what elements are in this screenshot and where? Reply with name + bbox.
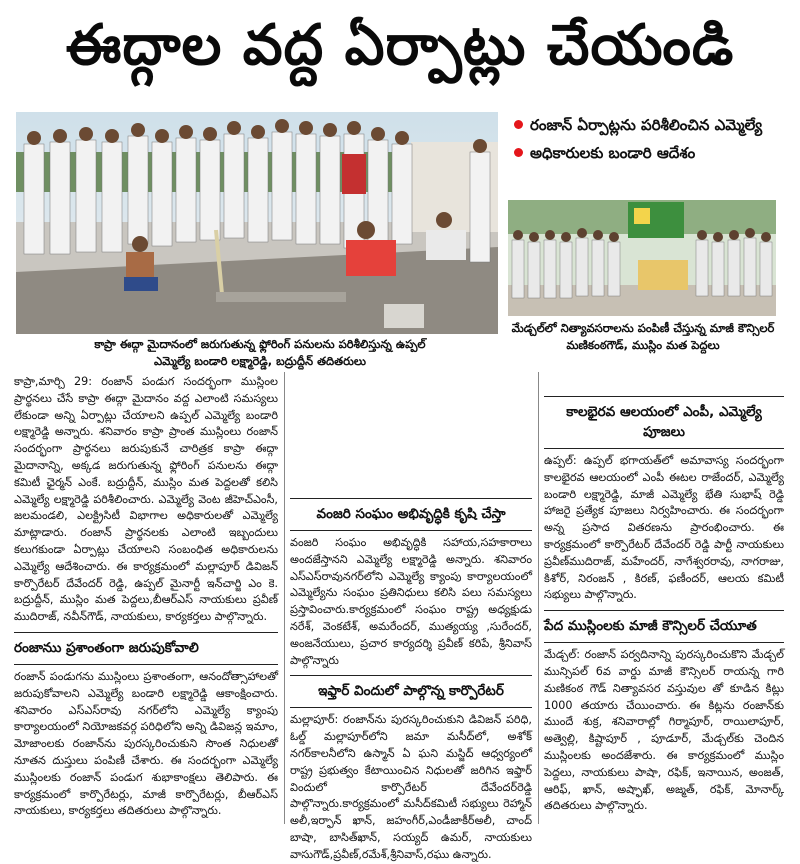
section-divider [290,675,532,676]
photo-left-caption: కాప్రా ఈద్గా మైదానంలో జరుగుతున్న ఫ్లోరింగ్ పనులను పరిశీలిస్తున్న ఉప్పల్ ఎమ్మెల్యే బండారి లక్ష్మారెడ్డి, బద్రుద్దీన్ తదితరులు [94,337,426,368]
highlight-item [514,114,794,136]
column-left [14,374,278,818]
article-main-paragraph-2-continued [290,374,532,492]
highlight-item [514,142,794,164]
column-right [544,374,784,837]
vanjari-heading: వంజరి సంఘం అభివృద్ధికి కృషి చేస్తా [316,506,506,522]
section-divider [544,448,784,449]
article-main-paragraph-1: కాప్రా,మార్చి 29: రంజాన్ పండుగ సందర్భంగా ముస్లింల ప్రార్థనలు చేసే కాప్రా ఈద్గా మైదానం వద్ద ఎలాంటి సమస్యలు లేకుండా అన్ని ఏర్పాట్లు చేయాలని ఉప్పల్ ఎమ్మెల్యే బండారి లక్ష్మారెడ్డి అన్నారు. శనివారం కాప్రా ప్రాంత ముస్లింలు రంజాన్ సందర్భంగా ప్రార్థనలు జరుపుకునే చారిత్రక కాప్రా ఈద్గా మైదానాన్ని, అక్కడ జరుగుతున్న ఫ్లోరింగ్ పనులను ఈద్గా కమిటీ ఛైర్మన్ ఎంకే. బద్రుద్దీన్, ముస్లిం మత పెద్దలతో కలిసి ఎమ్మెల్యే లక్ష్మారెడ్డి పరిశీలించారు. ఎమ్మెల్యే వెంట జీహెచ్ఎంసీ, జలమండలి, ఎలక్ట్రిసిటీ విభాగాల అధికారులతో ఎమ్మెల్యే మాట్లాడారు. రంజాన్ ప్రార్థనలకు ఎలాంటి ఇబ్బందులు కలుగకుండా ఏర్పాట్లు చేయాలని సంబంధిత అధికారులను ఎమ్మెల్యే ఆదేశించారు. ఈ కార్యక్రమంలో మల్లాపూర్ డివిజన్ కార్పొరేటర్ దేవేందర్ రెడ్డి, ఉప్పల్ మైనార్టీ ఇన్‌చార్జి ఎం కె. బద్రుద్దీన్, ముస్లిం మత పెద్దలు,బీఆర్ఎస్ నాయకులు ప్రవీణ్ ముదిరాజ్, నవీన్‌గౌడ్, నాయకులు, కార్యకర్తలు పాల్గొన్నారు. [14,375,278,624]
poor-body: మేడ్చల్: రంజాన్ పర్వదినాన్ని పురస్కరించుకొని మేడ్చల్ మున్సిపల్ 6వ వార్డు మాజీ కౌన్సిలర్ రాయన్న గారి మణికంఠ గౌడ్ నిత్యావసర వస్తువుల తో కూడిన కిట్లు 1000 తయారు చేయించారు. ఈ కిట్లను రంజాన్‌కు ముందే శుక్ర, శనివారాల్లో గిర్మాపూర్, రాయిలాపూర్, అత్వెల్లి, కిష్టాపూర్ , పూడూర్, మేడ్చల్‌కు చెందిన ముస్లింలకు అందజేశారు. ఈ కార్యక్రమంలో ముస్లిం పెద్దలు, నాయకులు పాషా, రఫిక్, ఇనాయిన, అంజత్, ఆరిఫ్, ఖాన్, అష్ఫాఖ్, అజ్మత్, రఫిక్, మోనార్క్ తదితరులు పాల్గొన్నారు. [544,648,784,813]
kala-heading: కాలభైరవ ఆలయంలో ఎంపీ, ఎమ్మెల్యే పూజలు [566,404,762,440]
article-main-subheading: రంజానుు ప్రశాంతంగా జరుపుకోవాలి [14,639,199,656]
section-divider [290,498,532,499]
photo-right-caption: మేడ్చల్‌లో నిత్యావసరాలను పంపిణీ చేస్తున్న మాజీ కౌన్సిలర్ మణికంఠగౌడ్, ముస్లిం మత పెద్దలు [511,321,775,352]
section-divider [14,632,278,633]
bullet-dot-icon [514,120,523,129]
iftar-body: మల్లాపూర్: రంజాన్‌ను పురస్కరించుకుని డివిజన్ పరిధి, ఓల్డ్ మల్లాపూర్‌లోని జమా మసీద్‌లో, అశోక్ నగర్‌కాలనీలోని ఉస్మాన్ ఏ ఘని మస్జిద్ ఆధ్వర్యంలో రాష్ట్ర ప్రభుత్వం కేటాయించిన నిధులతో జరిగిన ఇఫ్తార్ విందులో కార్పొరేటర్ దేవేందర్‌రెడ్డి పాల్గొన్నారు.కార్యక్రమంలో మసీద్‌కమిటీ సభ్యులు రెహ్మాన్ అలీ,ఇర్ఫాన్ ఖాన్, జహంగీర్,ఎండీజాకీర్‌అలీ, చాంద్ బాషా, బాసిత్‌ఖాన్, సయ్యద్ ఉమర్, నాయకులు వాసుగౌడ్,ప్రవీణ్,రమేశ్,శ్రీనివాస్,రఘు ఉన్నారు. [290,713,532,861]
iftar-heading: ఇఫ్తార్ విందులో పాల్గొన్న కార్పొరేటర్ [318,683,504,700]
section-divider [290,530,532,531]
column-middle [290,374,532,861]
section-divider [14,664,278,665]
kala-body: ఉప్పల్: ఉప్పల్ భగాయత్‌లో అమావాస్య సందర్భంగా కాలభైరవ ఆలయంలో ఎంపీ ఈటల రాజేందర్, ఎమ్మెల్యే బండారి లక్ష్మారెడ్డి, మాజీ ఎమ్మెల్యే భేతి సుభాష్ రెడ్డి హాజరై ప్రత్యేక పూజలు నిర్వహించారు. ఈ సందర్భంగా అన్న ప్రసాద వితరణను ప్రారంభించారు. ఈ కార్యక్రమంలో కార్పొరేటర్ దేవేందర్ రెడ్డి పార్టీ నాయకులు ప్రవీణ్‌ముదిరాజ్, మహేందర్, నాగేశ్వరరావు, నాగరాజు, కిశోర్, నిరంజన్ , కిరణ్, ఫణీందర్, ఆలయ కమిటీ సభ్యులు పాల్గొన్నారు. [544,454,784,602]
section-divider [290,707,532,708]
section-divider [544,396,784,397]
photo-medchal-distribution-image [508,200,776,316]
column-divider [284,372,285,824]
photo-eidgah-inspection-image [16,112,498,334]
column-divider [538,372,539,824]
photo-eidgah-inspection [16,112,498,334]
photo-medchal-distribution [508,200,776,316]
vanjari-body: వంజరి సంఘం అభివృద్ధికి సహాయ,సహకారాలు అందజేస్తానని ఎమ్మెల్యే లక్ష్మారెడ్డి అన్నారు. శనివారం ఎస్ఎస్‌రావునగర్‌లోని ఎమ్మెల్యే క్యాంపు కార్యాలయంలో ఎమ్మెల్యేను సంఘం ప్రతినిధులు కలిసి పలు సమస్యలు ప్రస్తావించారు.కార్యక్రమంలో సంఘం రాష్ట్ర అధ్యక్షుడు నరేశ్, వెంకటేశ్, అమరేందర్, ముత్యయ్య ,సురేందర్, అంజనేయులు, ప్రచార కార్యదర్శి ప్రవీణ్ కరిపే, శ్రీనివాస్ పాల్గొన్నారు [290,536,532,667]
highlight-text: రంజాన్ ఏర్పాట్లను పరిశీలించిన ఎమ్మెల్యే [530,116,763,134]
headline: ఈద్గాల వద్ద ఏర్పాట్లు చేయండి [65,12,735,78]
poor-heading: పేద ముస్లింలకు మాజీ కౌన్సిలర్ చేయూత [544,618,757,635]
highlight-text: అధికారులకు బండారి ఆదేశం [530,144,696,162]
bullet-dot-icon [514,148,523,157]
highlights [514,114,794,170]
section-divider [544,610,784,611]
article-main-paragraph-2: రంజాన్ పండుగను ముస్లింలు ప్రశాంతంగా, ఆనందోత్సాహాలతో జరుపుకోవాలని ఎమ్మెల్యే బండారి లక్ష్మారెడ్డి ఆకాంక్షించారు. శనివారం ఎస్ఎస్‌రావు నగర్‌లోని ఎమ్మెల్యే క్యాంపు కార్యాలయంలో నియోజకవర్గ పరిధిలోని అన్ని డివిజన్ల ఇమాం, మోజాంలకు రంజాన్‌ను పురస్కరించుకుని సొంత నిధులతో నూతన దుస్తులు పంపిణీ చేశారు. ఈ సందర్భంగా ఎమ్మెల్యే ముస్లింలకు రంజాన్ పండుగ శుభాకాంక్షలు తెలిపారు. ఈ కార్యక్రమంలో కార్పొరేటర్లు, మాజీ కార్పొరేటర్లు, బీఆర్ఎస్ నాయకులు, కార్యకర్తలు తదితరులు పాల్గొన్నారు. [14,669,278,818]
section-divider [544,642,784,643]
